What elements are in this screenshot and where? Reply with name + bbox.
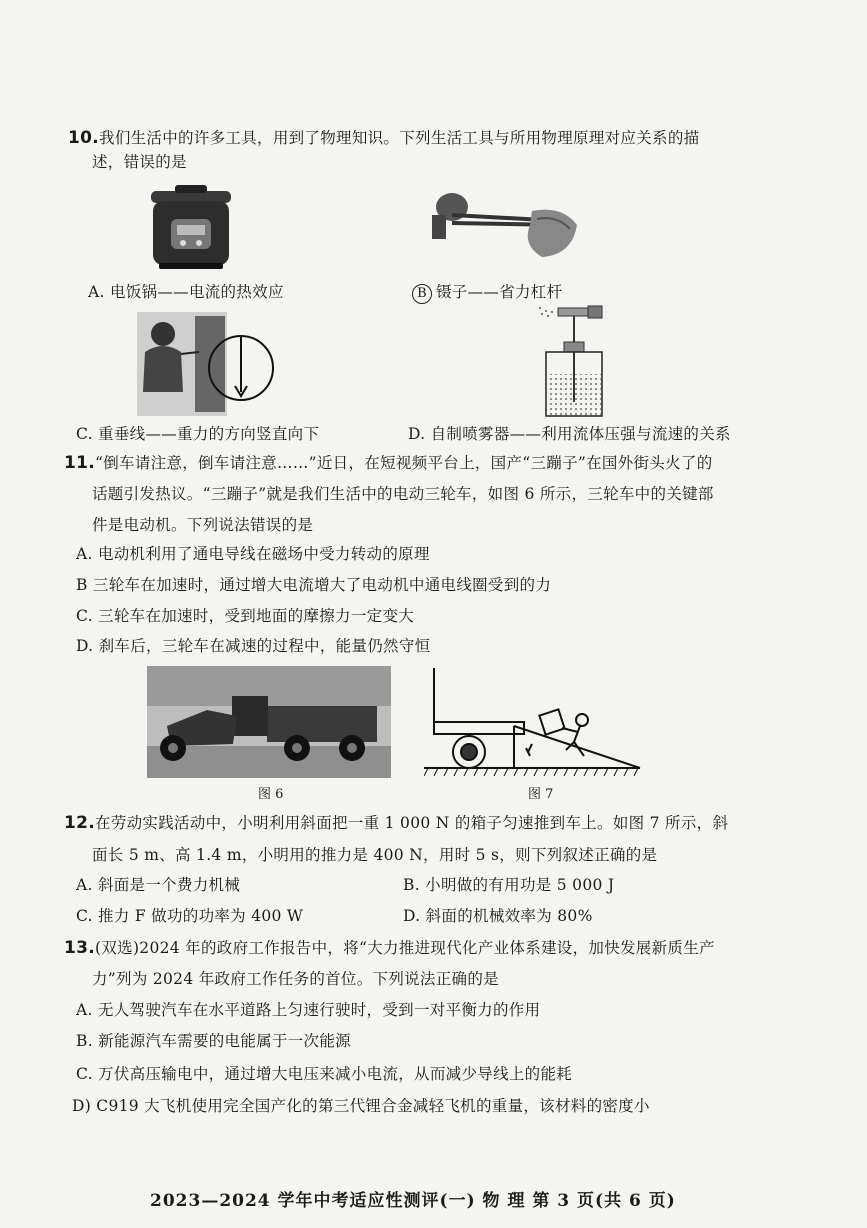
q12-option-d: D. 斜面的机械效率为 80% xyxy=(403,907,593,925)
q12-stem-line2: 面长 5 m、高 1.4 m，小明用的推力是 400 N，用时 5 s，则下列叙述正确的是 xyxy=(92,846,658,864)
option-b-circled-letter: B xyxy=(412,284,432,304)
q11-option-d: D. 刹车后，三轮车在减速的过程中，能量仍然守恒 xyxy=(76,637,431,655)
tweezers-image xyxy=(412,185,582,265)
q11-number: 11. xyxy=(64,453,96,473)
q12-option-b: B. 小明做的有用功是 5 000 J xyxy=(403,876,615,894)
q11-option-b: B 三轮车在加速时，通过增大电流增大了电动机中通电线圈受到的力 xyxy=(76,576,552,594)
q13-option-c: C. 万伏高压输电中，通过增大电压来减小电流，从而减少导线上的能耗 xyxy=(76,1065,573,1083)
q10-option-c: C. 重垂线——重力的方向竖直向下 xyxy=(76,425,320,443)
q10-option-a: A. 电饭锅——电流的热效应 xyxy=(88,283,284,301)
q13-number: 13. xyxy=(64,938,96,958)
q12-option-a: A. 斜面是一个费力机械 xyxy=(76,876,241,894)
sprayer-diagram xyxy=(534,302,624,420)
q13-option-d: D) C919 大飞机使用完全国产化的第三代锂合金减轻飞机的重量，该材料的密度小 xyxy=(72,1097,650,1115)
figure-6-tricycle-photo xyxy=(147,666,391,778)
rice-cooker-image xyxy=(145,183,237,273)
figure-7-caption: 图 7 xyxy=(528,787,554,802)
q10-stem-line1: 10.我们生活中的许多工具，用到了物理知识。下列生活工具与所用物理原理对应关系的描 xyxy=(68,128,700,148)
q13-option-a: A. 无人驾驶汽车在水平道路上匀速行驶时，受到一对平衡力的作用 xyxy=(76,1001,541,1019)
q10-option-d: D. 自制喷雾器——利用流体压强与流速的关系 xyxy=(408,425,731,443)
q13-option-b: B. 新能源汽车需要的电能属于一次能源 xyxy=(76,1032,351,1050)
q10-stem-line2: 述，错误的是 xyxy=(92,153,187,171)
q10-number: 10. xyxy=(68,128,100,148)
q13-stem-line1: 13.(双选)2024 年的政府工作报告中，将“大力推进现代化产业体系建设，加快发展新质生产 xyxy=(64,938,715,958)
q11-stem-line3: 件是电动机。下列说法错误的是 xyxy=(92,516,314,534)
plumb-line-image xyxy=(137,312,277,416)
q11-stem-line1: 11.“倒车请注意，倒车请注意……”近日，在短视频平台上，国产“三蹦子”在国外街头火了的 xyxy=(64,453,713,473)
figure-6-caption: 图 6 xyxy=(258,787,284,802)
q11-stem-line2: 话题引发热议。“三蹦子”就是我们生活中的电动三轮车，如图 6 所示，三轮车中的关键部 xyxy=(92,485,714,503)
q12-stem-line1: 12.在劳动实践活动中，小明利用斜面把一重 1 000 N 的箱子匀速推到车上。如图 7 所示，斜 xyxy=(64,813,729,833)
q11-option-a: A. 电动机利用了通电导线在磁场中受力转动的原理 xyxy=(76,545,430,563)
q12-number: 12. xyxy=(64,813,96,833)
q12-option-c: C. 推力 F 做功的功率为 400 W xyxy=(76,907,304,925)
page-footer: 2023—2024 学年中考适应性测评(一) 物 理 第 3 页(共 6 页) xyxy=(150,1191,676,1211)
q11-option-c: C. 三轮车在加速时，受到地面的摩擦力一定变大 xyxy=(76,607,415,625)
q10-option-b: B 镊子——省力杠杆 xyxy=(412,280,562,304)
figure-7-incline-diagram xyxy=(424,664,646,780)
q13-stem-line2: 力”列为 2024 年政府工作任务的首位。下列说法正确的是 xyxy=(92,970,499,988)
